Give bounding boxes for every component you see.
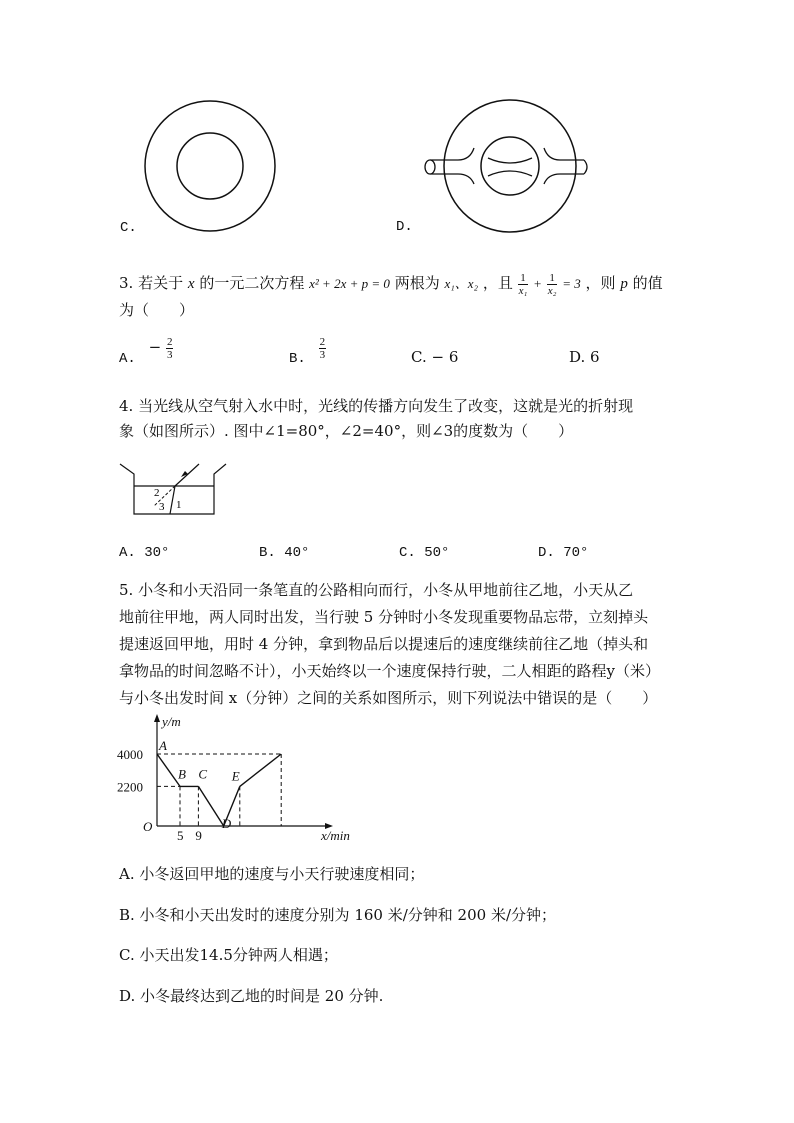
q5-line-1: 5. 小冬和小天沿同一条笔直的公路相向而行，小冬从甲地前往乙地，小天从乙 bbox=[119, 581, 634, 599]
series-segment-2 bbox=[198, 786, 223, 826]
q5-option-a: A. 小冬返回甲地的速度与小天行驶速度相同； bbox=[119, 865, 425, 883]
q4-option-d: D. 70° bbox=[538, 545, 589, 561]
series-segment-0 bbox=[157, 754, 180, 786]
q5-option-d: D. 小冬最终达到乙地的时间是 20 分钟. bbox=[119, 987, 384, 1005]
x-tick-label-9: 9 bbox=[195, 828, 202, 843]
point-label-B: B bbox=[178, 766, 186, 782]
q4-line2: 象（如图所示）. 图中∠1=80°，∠2=40°，则∠3的度数为（ ） bbox=[119, 422, 574, 440]
point-label-D: D bbox=[221, 816, 232, 831]
origin-label: O bbox=[143, 819, 153, 834]
figure-d-label: D. bbox=[396, 219, 413, 235]
outer-ring bbox=[145, 101, 275, 231]
q3-option-c: C. − 6 bbox=[411, 348, 459, 366]
q3-line2: 为（ ） bbox=[119, 301, 195, 319]
distance-time-chart bbox=[115, 712, 375, 842]
x-tick-label-5: 5 bbox=[177, 828, 184, 843]
y-tick-label-4000: 4000 bbox=[117, 747, 143, 762]
angle-label-2: 2 bbox=[154, 487, 160, 499]
y-tick-label-2200: 2200 bbox=[117, 779, 143, 795]
q5-option-c: C. 小天出发14.5分钟两人相遇； bbox=[119, 946, 338, 964]
series-segment-4 bbox=[240, 754, 281, 786]
right-pipe-end bbox=[584, 160, 587, 174]
q4-option-c: C. 50° bbox=[399, 545, 450, 561]
q3-option-d: D. 6 bbox=[569, 348, 600, 366]
angle-label-3: 3 bbox=[159, 501, 165, 513]
q5-line-5: 与小冬出发时间 x（分钟）之间的关系如图所示，则下列说法中错误的是（ ） bbox=[119, 689, 658, 707]
q3-option-b: B. $\frac{2}{3}$ bbox=[289, 335, 326, 367]
q5-option-b: B. 小冬和小天出发时的速度分别为 160 米/分钟和 200 米/分钟； bbox=[119, 906, 557, 924]
q3-frac-2: $\frac{1}{\text{x₂}}$ bbox=[547, 271, 557, 297]
q3-frac-1: $\frac{1}{\text{x₁}}$ bbox=[518, 271, 528, 297]
x-axis-label: x/min bbox=[321, 828, 350, 843]
left-pipe bbox=[430, 148, 474, 184]
incident-ray bbox=[175, 464, 199, 486]
q3-line1: 3. 若关于 x 的一元二次方程 x² + 2x + p = 0 两根为 x₁、x₂ ，且 $\frac{1}{\text{x₁}}$ + $\frac{1}{\text{x₂}}$ = 3 ，则 p 的值 bbox=[119, 271, 663, 297]
q3-roots: x₁、x₂ bbox=[444, 276, 479, 291]
q4-option-b: B. 40° bbox=[259, 545, 310, 561]
y-axis-label: y/m bbox=[162, 714, 181, 729]
refraction-figure bbox=[118, 460, 228, 520]
inner-ring bbox=[481, 137, 539, 195]
right-pipe bbox=[544, 148, 584, 184]
outer-ring bbox=[444, 100, 576, 232]
angle-label-1: 1 bbox=[176, 499, 182, 511]
left-pipe-end bbox=[425, 160, 435, 174]
inner-curve-bottom bbox=[488, 171, 532, 176]
y-axis-arrow bbox=[154, 714, 160, 722]
figure-option-d bbox=[418, 96, 590, 236]
point-label-E: E bbox=[231, 768, 240, 784]
figure-option-c bbox=[140, 96, 280, 236]
q5-line-3: 提速返回甲地，用时 4 分钟，拿到物品后以提速后的速度继续前往乙地（掉头和 bbox=[119, 635, 649, 653]
ray-arrow bbox=[181, 471, 188, 477]
figure-c-label: C. bbox=[120, 220, 137, 236]
q4-option-a: A. 30° bbox=[119, 545, 170, 561]
container-outline bbox=[120, 464, 226, 514]
q4-line1: 4. 当光线从空气射入水中时，光线的传播方向发生了改变，这就是光的折射现 bbox=[119, 397, 634, 415]
q3-option-a: A. − $\frac{2}{3}$ bbox=[119, 335, 173, 367]
q5-line-4: 拿物品的时间忽略不计），小天始终以一个速度保持行驶，二人相距的路程y（米） bbox=[119, 662, 660, 680]
q5-line-2: 地前往甲地，两人同时出发，当行驶 5 分钟时小冬发现重要物品忘带，立刻掉头 bbox=[119, 608, 649, 626]
point-label-A: A bbox=[159, 738, 167, 753]
q3-equation: x² + 2x + p = 0 bbox=[309, 276, 390, 291]
point-label-C: C bbox=[198, 766, 208, 782]
inner-curve-top bbox=[488, 158, 532, 163]
inner-ring bbox=[177, 133, 243, 199]
